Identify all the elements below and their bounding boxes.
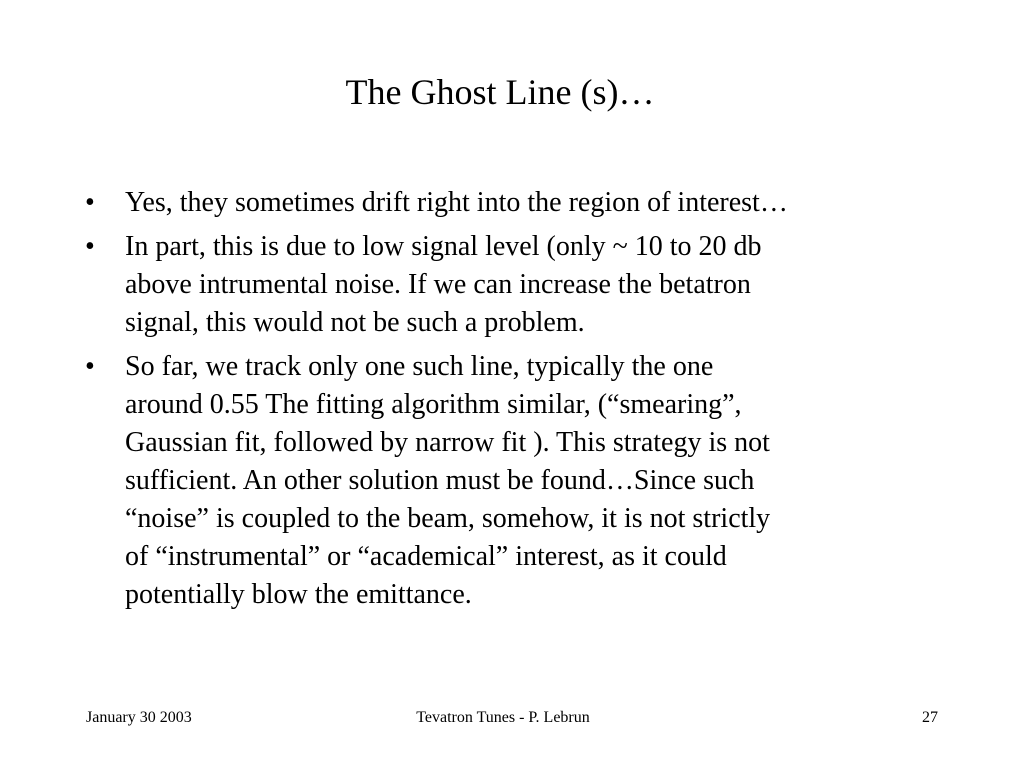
footer-date: January 30 2003 — [86, 709, 192, 726]
bullet-marker: • — [85, 187, 95, 218]
bullet-item-3 — [85, 348, 945, 614]
bullet-item-2 — [85, 228, 945, 342]
bullet-text-line: “noise” is coupled to the beam, somehow, it is not strictly — [125, 503, 771, 534]
bullet-marker: • — [85, 351, 95, 382]
bullet-item-1 — [85, 184, 945, 222]
bullet-text-line: So far, we track only one such line, typically the one — [125, 351, 714, 382]
footer-presentation-title: Tevatron Tunes - P. Lebrun — [416, 709, 590, 726]
bullet-marker: • — [85, 231, 95, 262]
bullet-text-line: Gaussian fit, followed by narrow fit ). This strategy is not — [125, 427, 770, 458]
bullet-text-line: Yes, they sometimes drift right into the region of interest… — [125, 187, 788, 218]
bullet-text-line: of “instrumental” or “academical” interest, as it could — [125, 541, 727, 572]
slide-title: The Ghost Line (s)… — [345, 72, 655, 112]
footer-page-number: 27 — [922, 709, 938, 726]
bullet-text-line: sufficient. An other solution must be found…Since such — [125, 465, 755, 496]
bullet-list — [85, 184, 945, 620]
bullet-text-line: In part, this is due to low signal level (only ~ 10 to 20 db — [125, 231, 762, 262]
bullet-text-line: above intrumental noise. If we can increase the betatron — [125, 269, 751, 300]
bullet-text-line: potentially blow the emittance. — [125, 579, 472, 610]
bullet-text-line: signal, this would not be such a problem. — [125, 307, 585, 338]
bullet-text-line: around 0.55 The fitting algorithm similar, (“smearing”, — [125, 389, 742, 420]
